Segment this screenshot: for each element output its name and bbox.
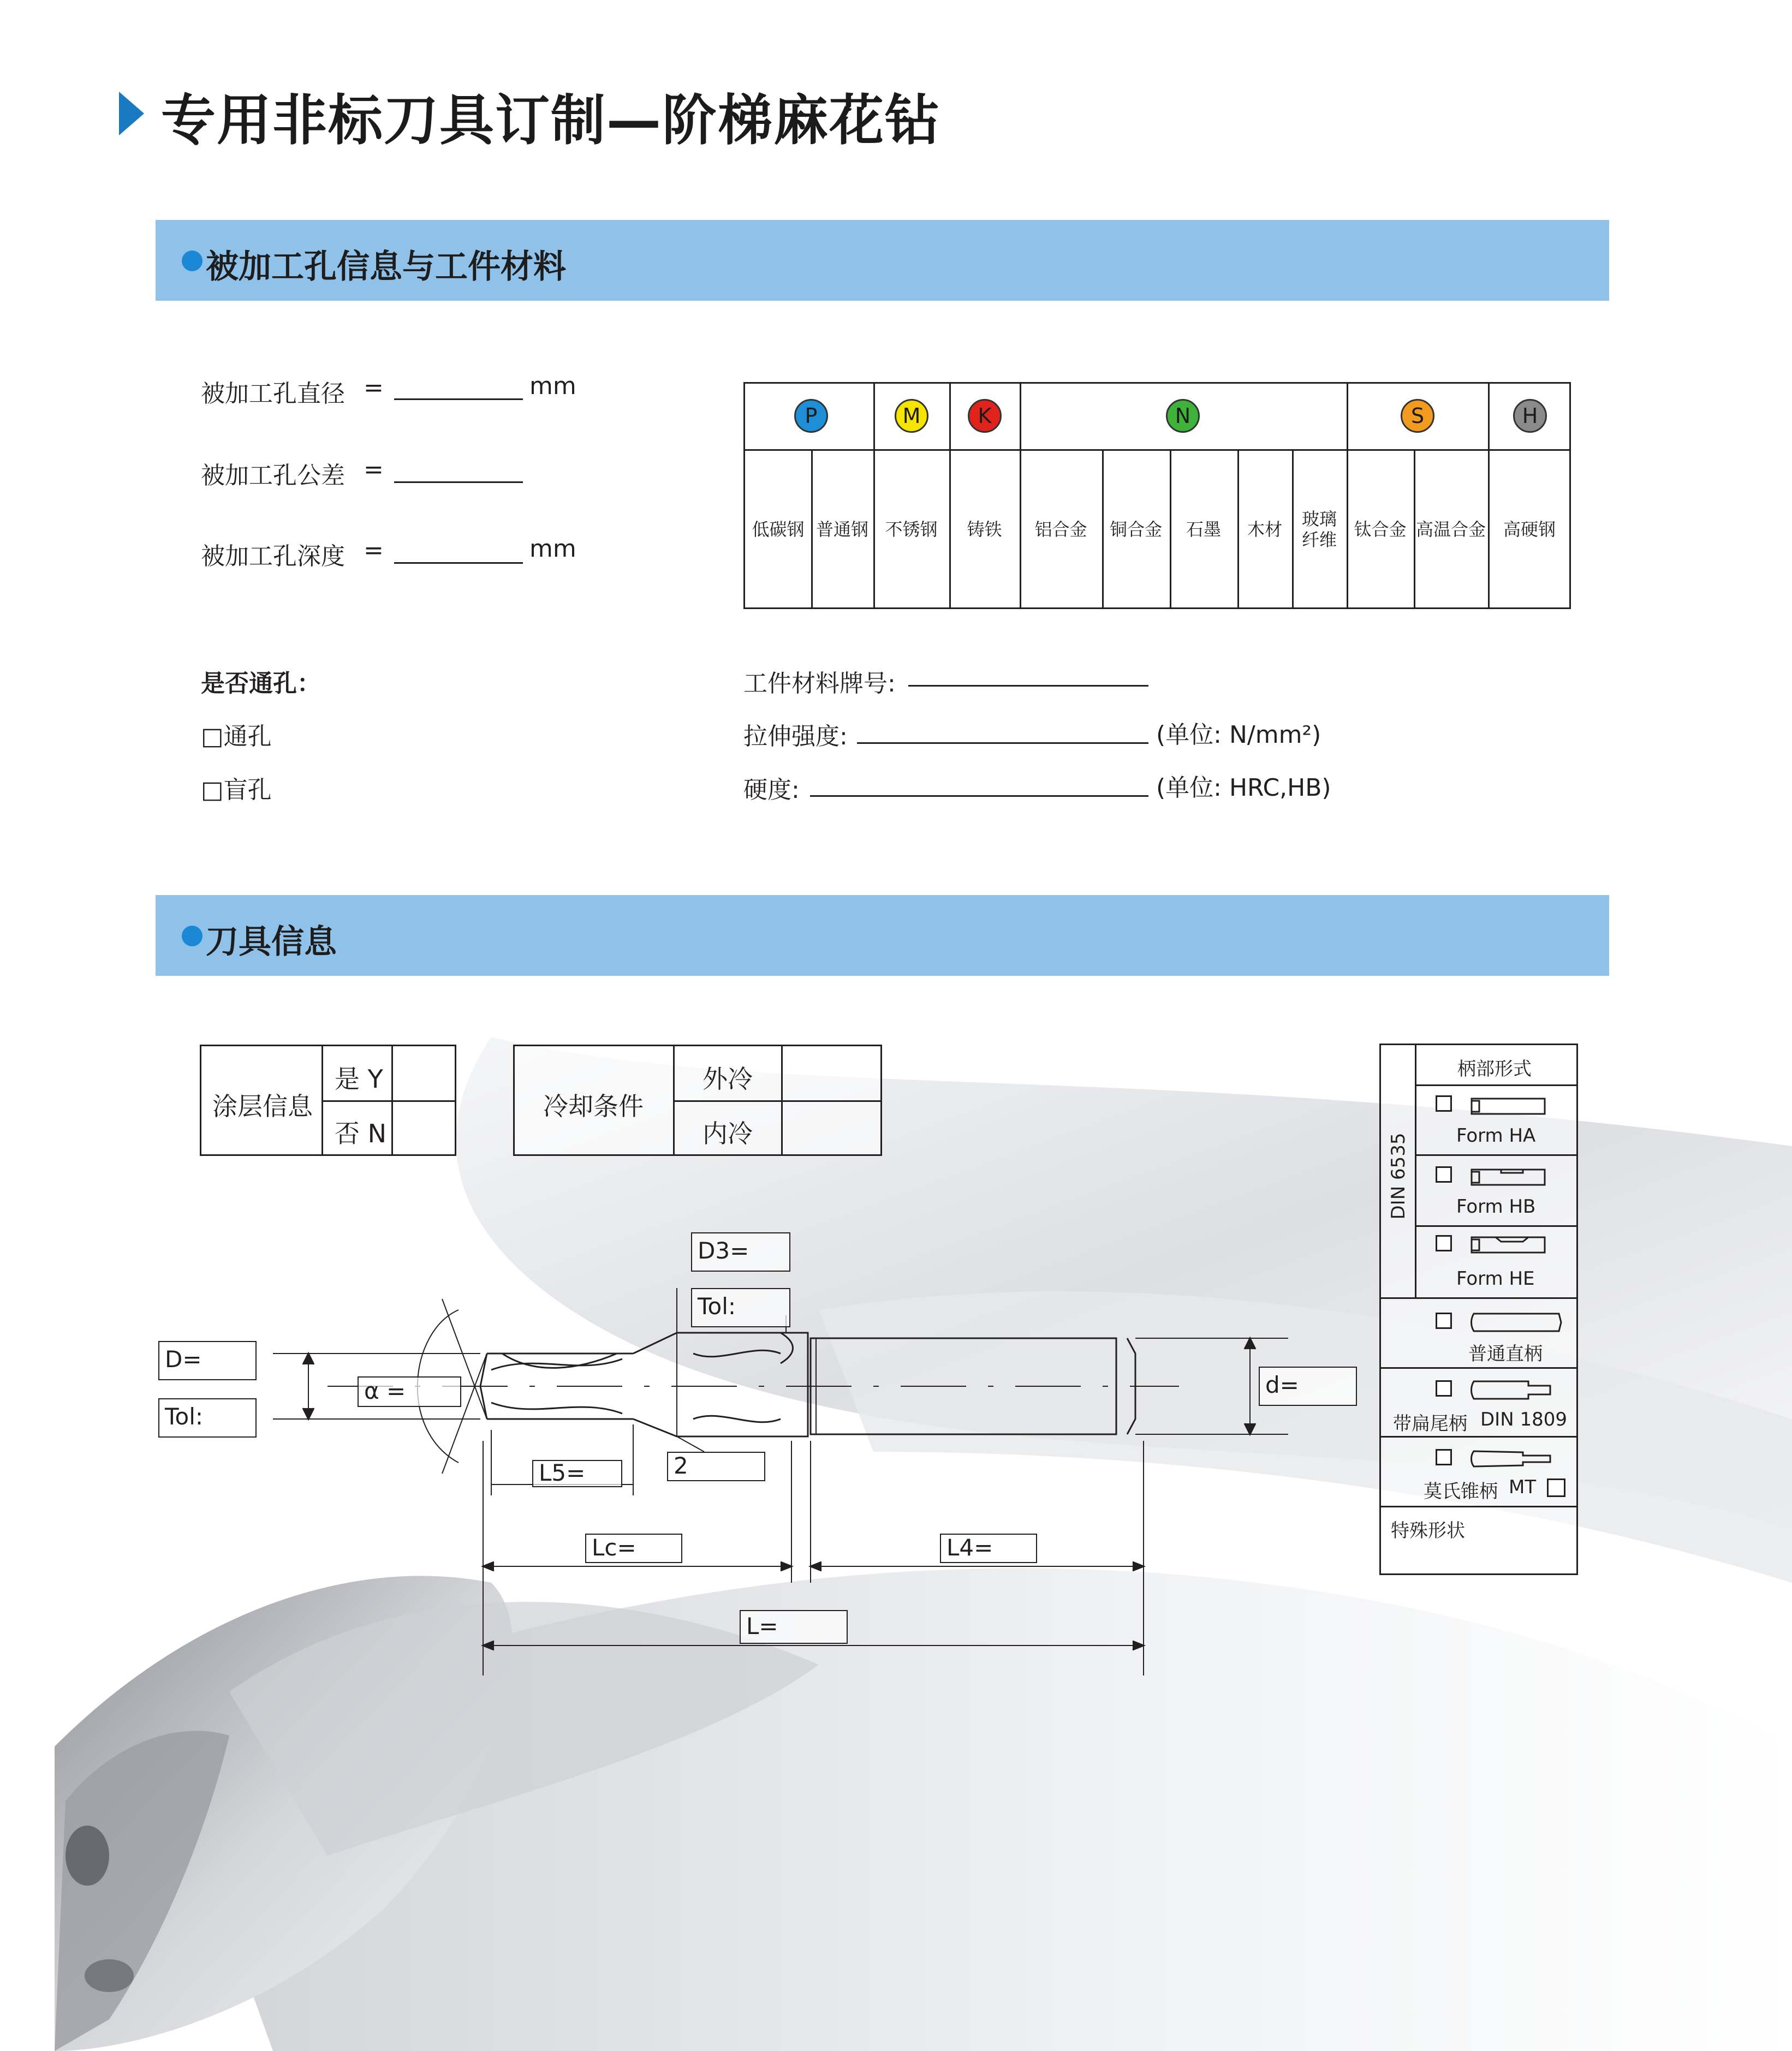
section-bar-hole-info — [156, 220, 1609, 301]
dim-Lc-input[interactable]: Lc= — [585, 1534, 682, 1563]
material-hardened-steel[interactable]: 高硬钢 — [1503, 518, 1556, 540]
tensile-strength-label: 拉伸强度: — [743, 723, 848, 750]
tensile-unit: (单位: N/mm²) — [1156, 721, 1321, 749]
cooling-internal-field[interactable] — [783, 1102, 882, 1156]
hole-depth-field[interactable] — [394, 562, 523, 564]
morse-taper-icon — [1468, 1446, 1567, 1471]
material-cast-iron[interactable]: 铸铁 — [967, 518, 1002, 540]
special-shape-label: 特殊形状 — [1391, 1520, 1465, 1542]
coating-label: 涂层信息 — [212, 1092, 313, 1121]
cooling-internal-label: 内冷 — [702, 1119, 753, 1148]
coating-yes-label: 是 Y — [335, 1064, 383, 1094]
form-ha-checkbox[interactable] — [1436, 1095, 1452, 1112]
flat-tail-shank-icon — [1468, 1377, 1567, 1402]
dim-alpha-input[interactable]: α = — [358, 1376, 461, 1407]
form-he-label: Form HE — [1456, 1268, 1535, 1290]
dim-D3-input[interactable]: D3= — [691, 1232, 790, 1272]
coating-table — [200, 1045, 456, 1156]
straight-shank-label: 普通直柄 — [1468, 1343, 1543, 1365]
morse-taper-label: 莫氏锥柄 — [1424, 1481, 1498, 1503]
eq-sign: = — [364, 536, 384, 564]
eq-sign: = — [364, 374, 384, 402]
cooling-external-field[interactable] — [783, 1046, 882, 1100]
dim-D-input[interactable]: D= — [158, 1341, 257, 1380]
material-aluminum-alloy[interactable]: 铝合金 — [1034, 518, 1087, 540]
cooling-table — [513, 1045, 882, 1156]
flat-tail-shank-checkbox[interactable] — [1436, 1380, 1452, 1397]
section-bar-tool-info — [156, 895, 1609, 976]
morse-taper-checkbox[interactable] — [1436, 1449, 1452, 1465]
blind-hole-checkbox[interactable]: □盲孔 — [201, 776, 272, 804]
mt-label: MT — [1509, 1476, 1537, 1498]
dim-L5-input[interactable]: L5= — [532, 1460, 622, 1487]
material-badge-m: M — [895, 399, 928, 433]
form-hb-label: Form HB — [1456, 1196, 1536, 1218]
form-ha-label: Form HA — [1456, 1125, 1536, 1147]
material-titanium-alloy[interactable]: 钛合金 — [1354, 518, 1407, 540]
through-hole-question: 是否通孔： — [201, 670, 321, 697]
hole-diameter-field[interactable] — [394, 398, 523, 400]
material-badge-p: P — [794, 399, 828, 433]
hole-diameter-label: 被加工孔直径 — [201, 380, 345, 408]
unit-mm: mm — [529, 372, 576, 400]
cooling-external-label: 外冷 — [702, 1064, 753, 1094]
dim-L-input[interactable]: L= — [740, 1610, 848, 1644]
coating-no-label: 否 N — [335, 1119, 387, 1148]
section-title: 刀具信息 — [206, 923, 337, 961]
form-ha-shank-icon — [1468, 1093, 1550, 1118]
mt-checkbox[interactable] — [1547, 1478, 1565, 1497]
bullet-dot-icon — [182, 926, 203, 946]
unit-mm: mm — [529, 535, 576, 563]
section-title: 被加工孔信息与工件材料 — [206, 248, 566, 286]
material-badge-k: K — [968, 399, 1002, 433]
material-copper-alloy[interactable]: 铜合金 — [1109, 518, 1162, 540]
shank-header: 柄部形式 — [1457, 1058, 1532, 1080]
through-hole-checkbox[interactable]: □通孔 — [201, 723, 272, 750]
dim-D3-tol-input[interactable]: Tol: — [691, 1288, 790, 1327]
hole-tolerance-label: 被加工孔公差 — [201, 462, 345, 490]
dim-D-tol-input[interactable]: Tol: — [158, 1398, 257, 1438]
form-hb-checkbox[interactable] — [1436, 1166, 1452, 1183]
hole-depth-label: 被加工孔深度 — [201, 542, 345, 570]
din1809-label: DIN 1809 — [1480, 1409, 1567, 1430]
workpiece-grade-label: 工件材料牌号: — [743, 670, 896, 697]
hardness-label: 硬度: — [743, 776, 800, 804]
eq-sign: = — [364, 456, 384, 484]
coating-yes-field[interactable] — [393, 1046, 456, 1100]
coating-no-field[interactable] — [393, 1102, 456, 1156]
straight-shank-icon — [1468, 1309, 1567, 1334]
workpiece-grade-field[interactable] — [908, 685, 1148, 687]
material-badge-n: N — [1166, 399, 1200, 433]
material-wood[interactable]: 木材 — [1247, 518, 1282, 540]
bullet-dot-icon — [182, 251, 203, 271]
shank-form-table — [1379, 1044, 1578, 1575]
form-he-checkbox[interactable] — [1436, 1235, 1452, 1251]
dim-angle2-input[interactable]: 2 — [667, 1452, 765, 1481]
flat-tail-shank-label: 带扁尾柄 — [1393, 1413, 1467, 1435]
material-badge-s: S — [1401, 399, 1434, 433]
material-badge-h: H — [1513, 399, 1547, 433]
hardness-unit: (单位: HRC,HB) — [1156, 774, 1331, 802]
material-common-steel[interactable]: 普通钢 — [815, 518, 868, 540]
material-glass-fiber[interactable]: 玻璃纤维 — [1301, 508, 1337, 550]
material-low-carbon-steel[interactable]: 低碳钢 — [752, 518, 805, 540]
material-superalloy[interactable]: 高温合金 — [1415, 518, 1486, 540]
tensile-strength-field[interactable] — [857, 742, 1148, 744]
form-hb-shank-icon — [1468, 1164, 1550, 1189]
dim-L4-input[interactable]: L4= — [940, 1534, 1037, 1563]
material-table — [743, 382, 1571, 609]
page-title: 专用非标刀具订制—阶梯麻花钻 — [161, 88, 940, 152]
hole-tolerance-field[interactable] — [394, 481, 523, 483]
straight-shank-checkbox[interactable] — [1436, 1313, 1452, 1329]
material-graphite[interactable]: 石墨 — [1186, 518, 1221, 540]
dim-d-input[interactable]: d= — [1259, 1367, 1357, 1406]
din6535-label: DIN 6535 — [1388, 1132, 1409, 1220]
material-stainless-steel[interactable]: 不锈钢 — [885, 518, 938, 540]
form-he-shank-icon — [1468, 1232, 1550, 1257]
hardness-field[interactable] — [810, 795, 1148, 797]
cooling-label: 冷却条件 — [543, 1092, 644, 1121]
title-arrow-icon — [119, 92, 144, 135]
